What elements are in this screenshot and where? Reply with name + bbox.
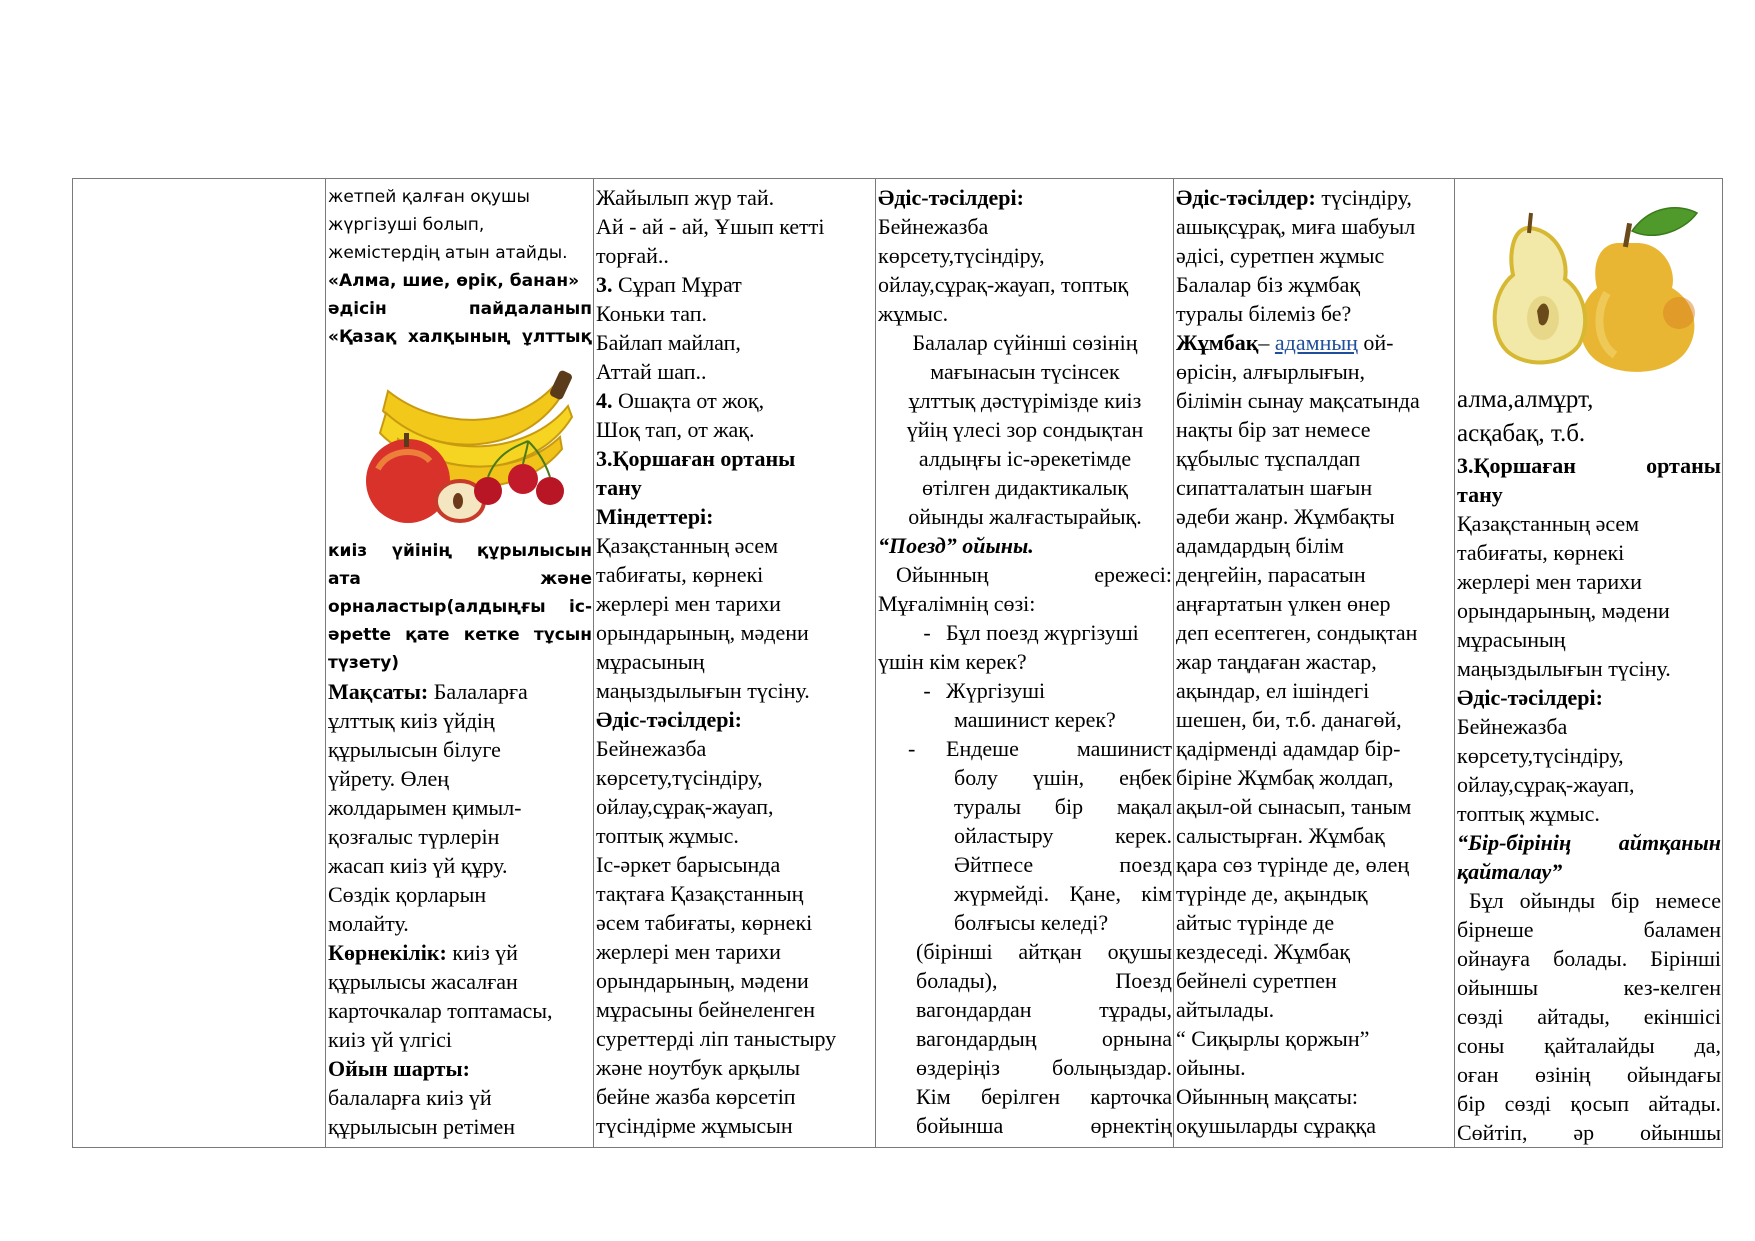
text-line: Іс-әркет барысында — [596, 852, 781, 877]
text-line: мұрасыны бейнеленген — [596, 997, 816, 1022]
text-line: ойыншы кез-келген — [1457, 975, 1721, 1000]
text-line: ұлттық киіз үйдің — [328, 708, 495, 733]
text-line: Әйтпесе поезд — [954, 852, 1172, 877]
text-line: алдыңғы іс-әрекетімде — [918, 446, 1132, 471]
bold-line: ата және — [328, 569, 592, 589]
text-line: бірнеше баламен — [1457, 917, 1721, 942]
text-line: асқабақ, т.б. — [1457, 420, 1586, 447]
column-3-cell — [594, 179, 876, 1148]
text-line: орындарының, мәдени — [596, 968, 809, 993]
text-line: Ошақта от жоқ, — [612, 388, 765, 413]
text-line: балаларға киіз үй — [328, 1085, 492, 1110]
text-line: деңгейін, парасатын — [1176, 562, 1366, 587]
text-line: суреттерді ліп таныстыру — [596, 1026, 837, 1051]
text-line: әдісі, суретпен жұмыс — [1176, 243, 1385, 268]
pear-image — [1457, 183, 1721, 383]
text-line: құрылысы жасалған — [328, 969, 518, 994]
text-line: Ай - ай - ай, Ұшып кетті — [596, 214, 825, 239]
text-line: киіз үй үлгісі — [328, 1027, 453, 1052]
text-line: Сұрап Мұрат — [612, 272, 742, 297]
section-heading: тану — [1457, 482, 1503, 507]
text-line: сөзді айтады, екіншісі — [1457, 1004, 1721, 1029]
text-line: ой- — [1357, 330, 1394, 355]
list-dash: - — [923, 620, 931, 645]
game-title: “Поезд” ойыны. — [878, 533, 1034, 558]
text-line: Сөйтіп, әр ойыншы — [1457, 1120, 1721, 1145]
text-line: болу үшін, еңбек — [954, 765, 1172, 790]
text-line: топтық жұмыс. — [596, 823, 739, 848]
text-line: құрылысын ретімен — [328, 1114, 515, 1139]
text-line: нақты бір зат немесе — [1176, 417, 1371, 442]
column-2-cell — [326, 179, 594, 1148]
text-line: қара сөз түрінде де, өлең — [1176, 852, 1410, 877]
section-heading: 3.Қоршаған ортаны — [1457, 453, 1721, 478]
text-line: Қазақстанның әсем — [1457, 511, 1640, 536]
text-line: табиғаты, көрнекі — [1457, 540, 1625, 565]
text-line: алма,алмұрт, — [1457, 386, 1594, 413]
text-line: жасап киіз үй құру. — [328, 853, 508, 878]
text-line: Балаларға — [428, 679, 528, 704]
column-6-cell — [1455, 179, 1723, 1148]
text-line: ойыны. — [1176, 1055, 1246, 1080]
adamnyn-link[interactable]: адамның — [1274, 330, 1358, 355]
text-line: қозғалыс түрлерін — [328, 824, 500, 849]
text-line: Бұл ойынды бір немесе — [1469, 888, 1721, 913]
text-line: әсем табиғаты, көрнекі — [596, 910, 813, 935]
empty-column-cell — [73, 179, 326, 1148]
text-line: табиғаты, көрнекі — [596, 562, 764, 587]
text-line: орындарының, мәдени — [1457, 598, 1670, 623]
text-line: Байлап майлап, — [596, 330, 741, 355]
item-number: 4. — [596, 388, 613, 413]
text-line: ұлттық дәстүрімізде киіз — [908, 388, 1142, 413]
column-4-cell — [876, 179, 1174, 1148]
text-line: құрылысын білуге — [328, 737, 501, 762]
text-line: Қазақстанның әсем — [596, 533, 779, 558]
text-line: жүргізуші болып, — [328, 215, 485, 235]
text-line: Бұл поезд жүргізуші — [946, 620, 1139, 645]
text-line: бойынша өрнектің — [916, 1113, 1172, 1138]
item-number: 3. — [596, 272, 613, 297]
text-line: Сөздік қорларын — [328, 882, 487, 907]
banana-apple-cherry-image — [328, 351, 592, 537]
text-line: жерлері мен тарихи — [596, 591, 781, 616]
text-line: вагондардың орнына — [916, 1026, 1172, 1051]
list-dash: - — [908, 736, 916, 761]
text-line: торғай.. — [596, 243, 669, 268]
text-line: оқушыларды сұраққа — [1176, 1113, 1377, 1138]
text-line: топтық жұмыс. — [1457, 801, 1600, 826]
bold-line: орналастыр(алдыңғы іс- — [328, 597, 592, 617]
text-line: деп есептеген, сондықтан — [1176, 620, 1418, 645]
text-line: Шоқ тап, от жақ. — [596, 417, 755, 442]
bold-line: киіз үйінің құрылысын — [328, 541, 592, 561]
text-line: түрінде де, ақындық — [1176, 881, 1368, 906]
adis-label: Әдіс-тәсілдері: — [596, 707, 742, 732]
text-line: жолдарымен қимыл- — [328, 795, 522, 820]
game-title: “Бір-бірінің айтқанын — [1457, 830, 1721, 855]
text-line: Бейнежазба — [878, 214, 989, 239]
column-5-cell — [1174, 179, 1455, 1148]
text-line: ақындар, ел ішіндегі — [1176, 678, 1370, 703]
text-line: Бейнежазба — [596, 736, 707, 761]
text-line: орындарының, мәдени — [596, 620, 809, 645]
text-line: мұрасының — [1457, 627, 1566, 652]
text-line: Ендеше машинист — [946, 736, 1172, 761]
text-line: “ Сиқырлы қоржын” — [1176, 1026, 1370, 1051]
text-line: Балалар сүйінші сөзінің — [912, 330, 1138, 355]
text-line: білімін сынау мақсатында — [1176, 388, 1420, 413]
text-line: ашықсұрақ, миға шабуыл — [1176, 214, 1416, 239]
text-line: маңыздылығын түсіну. — [596, 678, 810, 703]
text-line: адамдардың білім — [1176, 533, 1344, 558]
text-line: Ойынның мақсаты: — [1176, 1084, 1359, 1109]
bold-line: әрette қате кетке тұсын — [328, 625, 592, 645]
text-line: бейнелі суретпен — [1176, 968, 1337, 993]
text-line: көрсету,түсіндіру, — [596, 765, 763, 790]
text-line: айтылады. — [1176, 997, 1275, 1022]
text-line: (бірінші айтқан оқушы — [916, 939, 1172, 964]
maksaty-label: Мақсаты: — [328, 679, 429, 704]
game-title: қайталау” — [1457, 859, 1563, 884]
text-line: машинист керек? — [954, 707, 1116, 732]
text-line: құбылыс тұспалдап — [1176, 446, 1361, 471]
bold-line: түзету) — [328, 653, 400, 673]
adis-label: Әдіс-тәсілдері: — [1457, 685, 1603, 710]
text-line: кездеседі. Жұмбақ — [1176, 939, 1351, 964]
text-line: Ойынның ережесі: — [896, 562, 1172, 587]
text-line: болғысы келеді? — [954, 910, 1109, 935]
text-line: мағынасын түсінсек — [930, 359, 1120, 384]
text-line: ойынды жалғастырайық. — [908, 504, 1142, 529]
text-line: үйің үлесі зор сондықтан — [906, 417, 1144, 442]
text-line: ойлау,сұрақ-жауап, — [596, 794, 774, 819]
text-line: салыстырған. Жұмбақ — [1176, 823, 1385, 848]
text-line: сипатталатын шағын — [1176, 475, 1373, 500]
text-line: ойлау,сұрақ-жауап, — [1457, 772, 1635, 797]
text-line: үйрету. Өлең — [328, 766, 450, 791]
text-line: шешен, би, т.б. данагөй, — [1176, 707, 1402, 732]
text-line: Мұғалімнің сөзі: — [878, 591, 1036, 616]
text-line: туралы білеміз бе? — [1176, 301, 1352, 326]
text-line: ақыл-ой сынасып, таным — [1176, 794, 1412, 819]
text-line: соны қайталайды да, — [1457, 1033, 1721, 1058]
text-line: әдеби жанр. Жұмбақты — [1176, 504, 1395, 529]
text-line: түсіндіру, — [1315, 185, 1412, 210]
text-line: жетпей қалған оқушы — [328, 187, 530, 207]
text-line: ойластыру керек. — [954, 823, 1172, 848]
zhumbak-label: Жұмбақ — [1176, 330, 1259, 355]
text-line: бір сөзді қосып айтады. — [1457, 1091, 1721, 1116]
adis-label: Әдіс-тәсілдер: — [1176, 185, 1316, 210]
text-line: Аттай шап.. — [596, 359, 707, 384]
text-line: өздеріңіз болыңыздар. — [916, 1055, 1172, 1080]
text-line: жемістердің атын атайды. — [328, 243, 568, 263]
text-line: болады), Поезд — [916, 968, 1172, 993]
text-line: туралы бір мақал — [954, 794, 1172, 819]
text-line: жерлері мен тарихи — [596, 939, 781, 964]
text-line: ойнауға болады. Бірінші — [1457, 946, 1721, 971]
text-dash: – — [1258, 330, 1275, 355]
text-line: жүрмейді. Қане, кім — [954, 881, 1172, 906]
text-line: түсіндірме жұмысын — [596, 1113, 793, 1138]
bold-line: әдісін пайдаланып — [328, 299, 592, 319]
text-line: өтілген дидактикалық — [922, 475, 1128, 500]
text-line: жерлері мен тарихи — [1457, 569, 1642, 594]
text-line: маңыздылығын түсіну. — [1457, 656, 1671, 681]
text-line: тақтаға Қазақстанның — [596, 881, 804, 906]
text-line: жар таңдаған жастар, — [1176, 649, 1377, 674]
text-line: Коньки тап. — [596, 301, 707, 326]
section-heading: тану — [596, 475, 642, 500]
text-line: айтыс түрінде де — [1176, 910, 1335, 935]
oiyn-label: Ойын шарты: — [328, 1056, 470, 1081]
text-line: оған өзінің ойындағы — [1457, 1062, 1721, 1087]
kornekilik-label: Көрнекілік: — [328, 940, 447, 965]
text-line: Жүргізуші — [946, 678, 1046, 703]
text-line: көрсету,түсіндіру, — [1457, 743, 1624, 768]
text-line: мұрасының — [596, 649, 705, 674]
bold-line: «Қазақ халқының ұлттық — [328, 327, 592, 347]
text-line: көрсету,түсіндіру, — [878, 243, 1045, 268]
text-line: Бейнежазба — [1457, 714, 1568, 739]
text-line: біріне Жұмбақ жолдап, — [1176, 765, 1394, 790]
text-line: бейне жазба көрсетіп — [596, 1084, 796, 1109]
text-line: және ноутбук арқылы — [596, 1055, 801, 1080]
bold-line: «Алма, шие, өрік, банан» — [328, 271, 580, 291]
text-line: аңғартатын үлкен өнер — [1176, 591, 1391, 616]
section-heading: 3.Қоршаған ортаны — [596, 446, 796, 471]
text-line: Балалар біз жұмбақ — [1176, 272, 1361, 297]
lesson-plan-table — [72, 178, 1723, 1148]
text-line: молайту. — [328, 911, 409, 936]
text-line: үшін кім керек? — [878, 649, 1027, 674]
text-line: өрісін, алғырлығын, — [1176, 359, 1366, 384]
text-line: киіз үй — [446, 940, 518, 965]
text-line: Кім берілген карточка — [916, 1084, 1172, 1109]
text-line: карточкалар топтамасы, — [328, 998, 553, 1023]
text-line: жұмыс. — [878, 301, 949, 326]
text-line: ойлау,сұрақ-жауап, топтық — [878, 272, 1129, 297]
list-dash: - — [923, 678, 931, 703]
text-line: вагондардан тұрады, — [916, 997, 1172, 1022]
text-line: қадірменді адамдар бір- — [1176, 736, 1401, 761]
text-line: Жайылып жүр тай. — [596, 185, 775, 210]
mindet-label: Міндеттері: — [596, 504, 714, 529]
adis-label: Әдіс-тәсілдері: — [878, 185, 1024, 210]
